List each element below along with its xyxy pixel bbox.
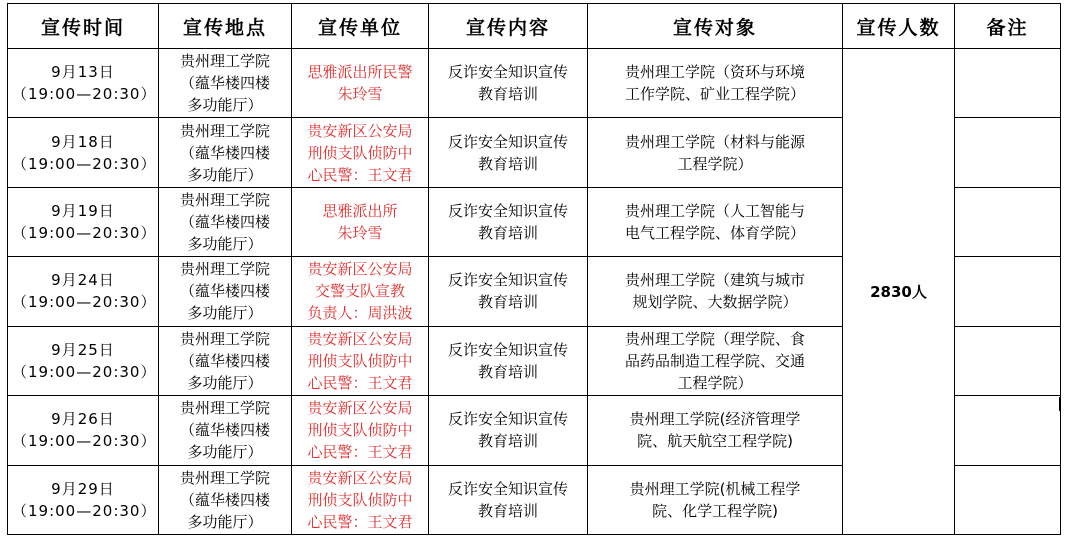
remarks-cell: [955, 49, 1061, 118]
audience-cell: [588, 187, 843, 256]
unit-text: 贵安新区公安局 刑侦支队侦防中 心民警：王文君: [307, 121, 413, 184]
time-cell: [8, 187, 159, 256]
content-cell: [429, 326, 588, 395]
remarks-cell: [955, 187, 1061, 256]
audience-cell: [588, 49, 843, 118]
location-text: 贵州理工学院 （蕴华楼四楼 多功能厅）: [179, 121, 270, 184]
unit-cell: [292, 49, 429, 118]
header-audience: 宣传对象: [588, 4, 843, 49]
location-cell: [159, 187, 292, 256]
time-cell: [8, 118, 159, 187]
audience-cell: [588, 118, 843, 187]
header-row: [8, 4, 1061, 49]
audience-cell: [588, 257, 843, 326]
unit-cell: [292, 187, 429, 256]
unit-cell: [292, 465, 429, 534]
location-text: 贵州理工学院 （蕴华楼四楼 多功能厅）: [179, 191, 270, 254]
remarks-cell: [955, 118, 1061, 187]
location-cell: [159, 118, 292, 187]
time-cell: [8, 257, 159, 326]
time-cell: [8, 396, 159, 465]
unit-cell: [292, 396, 429, 465]
location-cell: [159, 465, 292, 534]
content-cell: [429, 396, 588, 465]
unit-text: 贵安新区公安局 刑侦支队侦防中 心民警：王文君: [307, 468, 413, 531]
audience-text: 贵州理工学院（建筑与城市 规划学院、大数据学院）: [624, 271, 805, 312]
table-row: [8, 49, 1061, 118]
content-text: 反诈安全知识宣传 教育培训: [447, 271, 568, 312]
location-cell: [159, 326, 292, 395]
date-text: 9月13日: [51, 63, 115, 82]
header-location: 宣传地点: [159, 4, 292, 49]
time-cell: [8, 49, 159, 118]
remarks-cell: [955, 326, 1061, 395]
content-text: 反诈安全知识宣传 教育培训: [447, 340, 568, 381]
header-time: 宣传时间: [8, 4, 159, 49]
unit-cell: [292, 257, 429, 326]
content-text: 反诈安全知识宣传 教育培训: [447, 132, 568, 173]
unit-cell: [292, 118, 429, 187]
time-range-text: （19:00—20:30）: [12, 85, 157, 104]
header-count: 宣传人数: [843, 4, 955, 49]
header-unit: 宣传单位: [292, 4, 429, 49]
unit-text: 贵安新区公安局 刑侦支队侦防中 心民警：王文君: [307, 399, 413, 462]
publicity-schedule-table: [7, 3, 1061, 535]
remarks-cell: [955, 465, 1061, 534]
remarks-cell: [955, 257, 1061, 326]
time-range-text: （19:00—20:30）: [12, 362, 157, 381]
location-text: 贵州理工学院 （蕴华楼四楼 多功能厅）: [179, 329, 270, 392]
content-text: 反诈安全知识宣传 教育培训: [447, 202, 568, 243]
unit-cell: [292, 326, 429, 395]
location-cell: [159, 49, 292, 118]
content-cell: [429, 49, 588, 118]
location-text: 贵州理工学院 （蕴华楼四楼 多功能厅）: [179, 52, 270, 115]
audience-text: 贵州理工学院（理学院、食 品药品制造工程学院、交通 工程学院）: [624, 329, 805, 392]
audience-cell: [588, 465, 843, 534]
audience-text: 贵州理工学院(经济管理学 院、航天航空工程学院): [629, 410, 801, 451]
time-cell: [8, 326, 159, 395]
location-cell: [159, 396, 292, 465]
content-cell: [429, 465, 588, 534]
date-text: 9月19日: [51, 202, 115, 221]
header-remarks: 备注: [955, 4, 1061, 49]
time-cell: [8, 465, 159, 534]
audience-text: 贵州理工学院（人工智能与 电气工程学院、体育学院）: [624, 202, 805, 243]
unit-text: 贵安新区公安局 交警支队宣教 负责人：周洪波: [307, 260, 413, 323]
audience-cell: [588, 326, 843, 395]
date-text: 9月18日: [51, 132, 115, 151]
total-people-cell: 2830人: [843, 49, 955, 535]
location-text: 贵州理工学院 （蕴华楼四楼 多功能厅）: [179, 399, 270, 462]
audience-text: 贵州理工学院(机械工程学 院、化学工程学院): [629, 479, 801, 520]
remarks-cell: [955, 396, 1061, 465]
time-range-text: （19:00—20:30）: [12, 501, 157, 520]
date-text: 9月29日: [51, 479, 115, 498]
unit-text: 思雅派出所民警 朱玲雪: [307, 63, 413, 104]
content-cell: [429, 257, 588, 326]
location-text: 贵州理工学院 （蕴华楼四楼 多功能厅）: [179, 260, 270, 323]
unit-text: 思雅派出所 朱玲雪: [322, 202, 398, 243]
header-content: 宣传内容: [429, 4, 588, 49]
content-text: 反诈安全知识宣传 教育培训: [447, 479, 568, 520]
content-text: 反诈安全知识宣传 教育培训: [447, 63, 568, 104]
edge-mark: [1059, 397, 1061, 411]
content-text: 反诈安全知识宣传 教育培训: [447, 410, 568, 451]
time-range-text: （19:00—20:30）: [12, 154, 157, 173]
audience-cell: [588, 396, 843, 465]
date-text: 9月25日: [51, 340, 115, 359]
time-range-text: （19:00—20:30）: [12, 224, 157, 243]
date-text: 9月24日: [51, 271, 115, 290]
time-range-text: （19:00—20:30）: [12, 432, 157, 451]
content-cell: [429, 118, 588, 187]
location-text: 贵州理工学院 （蕴华楼四楼 多功能厅）: [179, 468, 270, 531]
audience-text: 贵州理工学院（材料与能源 工程学院）: [624, 132, 805, 173]
location-cell: [159, 257, 292, 326]
time-range-text: （19:00—20:30）: [12, 293, 157, 312]
unit-text: 贵安新区公安局 刑侦支队侦防中 心民警：王文君: [307, 329, 413, 392]
content-cell: [429, 187, 588, 256]
audience-text: 贵州理工学院（资环与环境 工作学院、矿业工程学院）: [624, 63, 805, 104]
date-text: 9月26日: [51, 410, 115, 429]
